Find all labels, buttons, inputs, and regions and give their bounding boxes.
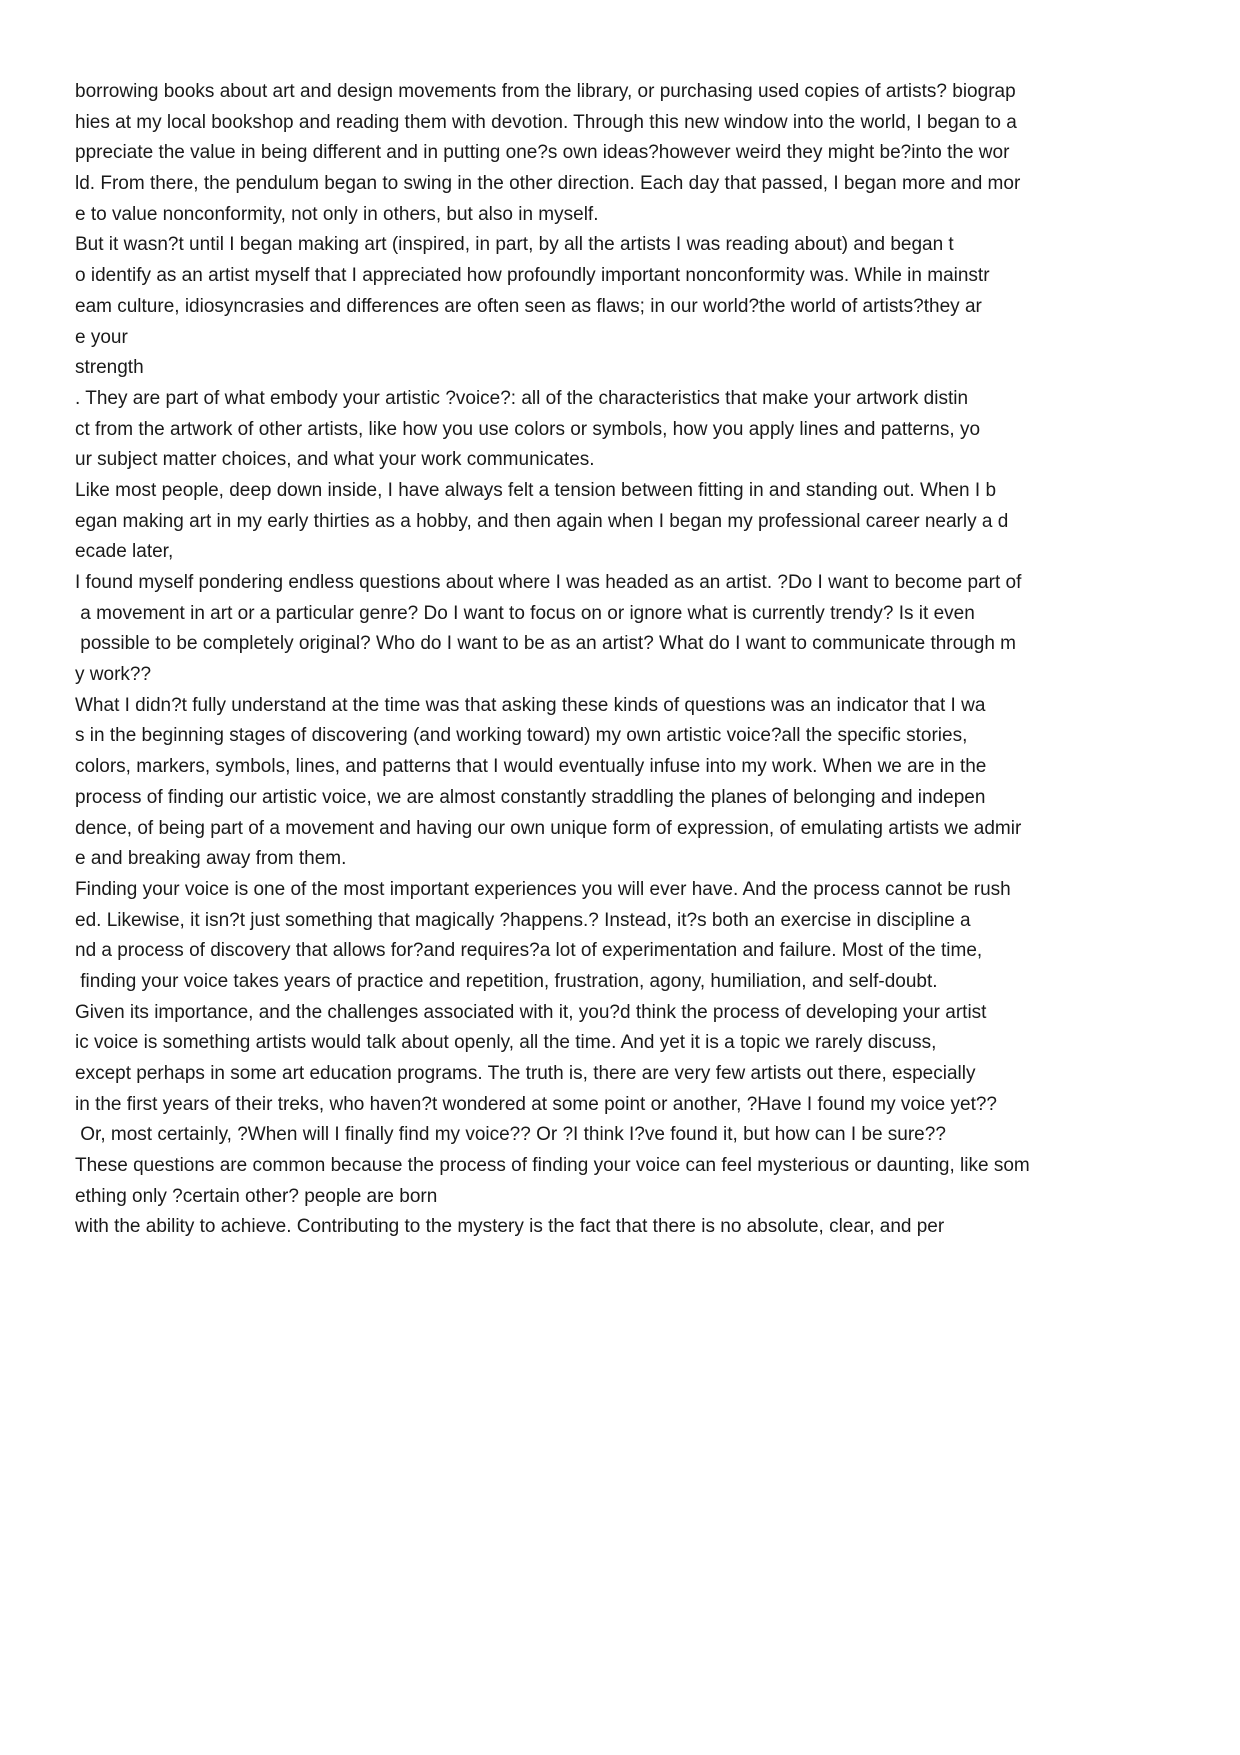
- text-line: ething only ?certain other? people are born: [75, 1185, 438, 1207]
- text-line: Like most people, deep down inside, I have always felt a tension between fitting in and standing out. When I b: [75, 479, 997, 501]
- text-line: dence, of being part of a movement and having our own unique form of expression, of emulating artists we admir: [75, 817, 1022, 839]
- text-line: process of finding our artistic voice, we are almost constantly straddling the planes of belonging and indepen: [75, 786, 986, 808]
- text-line: ur subject matter choices, and what your work communicates.: [75, 449, 595, 471]
- text-line: hies at my local bookshop and reading them with devotion. Through this new window into the world, I began to a: [75, 111, 1017, 133]
- text-line: These questions are common because the process of finding your voice can feel mysterious or daunting, like som: [75, 1155, 1030, 1177]
- text-line: Or, most certainly, ?When will I finally find my voice?? Or ?I think I?ve found it, but how can I be sure??: [75, 1124, 946, 1146]
- text-line: possible to be completely original? Who do I want to be as an artist? What do I want to communicate through m: [75, 633, 1016, 655]
- text-line: y work??: [75, 664, 152, 686]
- text-line: strength: [75, 357, 144, 379]
- text-line: o identify as an artist myself that I appreciated how profoundly important nonconformity was. While in mainstr: [75, 265, 990, 287]
- text-line: ld. From there, the pendulum began to swing in the other direction. Each day that passed, I began more and mor: [75, 173, 1021, 195]
- text-line: borrowing books about art and design movements from the library, or purchasing used copies of artists? biograp: [75, 81, 1016, 102]
- text-line: . They are part of what embody your artistic ?voice?: all of the characteristics that make your artwork distin: [75, 387, 969, 409]
- text-line: e and breaking away from them.: [75, 848, 347, 870]
- text-line: e your: [75, 326, 128, 348]
- text-line: except perhaps in some art education programs. The truth is, there are very few artists out there, especially: [75, 1063, 976, 1084]
- text-line: nd a process of discovery that allows for?and requires?a lot of experimentation and failure. Most of the time,: [75, 940, 983, 962]
- text-line: finding your voice takes years of practice and repetition, frustration, agony, humiliation, and self-doubt.: [75, 970, 938, 992]
- text-line: Given its importance, and the challenges associated with it, you?d think the process of developing your artist: [75, 1001, 987, 1023]
- text-line: But it wasn?t until I began making art (inspired, in part, by all the artists I was reading about) and began t: [75, 234, 954, 256]
- text-line: ecade later,: [75, 541, 174, 563]
- text-line: Finding your voice is one of the most important experiences you will ever have. And the process cannot be rush: [75, 878, 1011, 900]
- text-line: ed. Likewise, it isn?t just something that magically ?happens.? Instead, it?s both an exercise in discipline a: [75, 909, 971, 931]
- text-line: ic voice is something artists would talk about openly, all the time. And yet it is a topic we rarely discuss,: [75, 1032, 937, 1054]
- text-line: with the ability to achieve. Contributing to the mystery is the fact that there is no absolute, clear, and per: [75, 1216, 945, 1238]
- text-line: colors, markers, symbols, lines, and patterns that I would eventually infuse into my work. When we are in the: [75, 756, 987, 778]
- text-line: eam culture, idiosyncrasies and differences are often seen as flaws; in our world?the world of artists?they ar: [75, 295, 982, 317]
- body-text: [75, 77, 1175, 1243]
- text-line: What I didn?t fully understand at the time was that asking these kinds of questions was an indicator that I wa: [75, 694, 986, 716]
- text-line: ct from the artwork of other artists, like how you use colors or symbols, how you apply lines and patterns, yo: [75, 418, 981, 440]
- text-line: egan making art in my early thirties as a hobby, and then again when I began my professional career nearly a d: [75, 510, 1009, 532]
- text-line: in the first years of their treks, who haven?t wondered at some point or another, ?Have I found my voice yet??: [75, 1093, 998, 1115]
- text-line: ppreciate the value in being different and in putting one?s own ideas?however weird they might be?into the wor: [75, 142, 1010, 164]
- text-line: I found myself pondering endless questions about where I was headed as an artist. ?Do I want to become part of: [75, 572, 1022, 593]
- text-line: e to value nonconformity, not only in others, but also in myself.: [75, 203, 599, 225]
- text-line: a movement in art or a particular genre? Do I want to focus on or ignore what is currently trendy? Is it even: [75, 602, 975, 624]
- text-line: s in the beginning stages of discovering (and working toward) my own artistic voice?all the specific stories,: [75, 725, 968, 747]
